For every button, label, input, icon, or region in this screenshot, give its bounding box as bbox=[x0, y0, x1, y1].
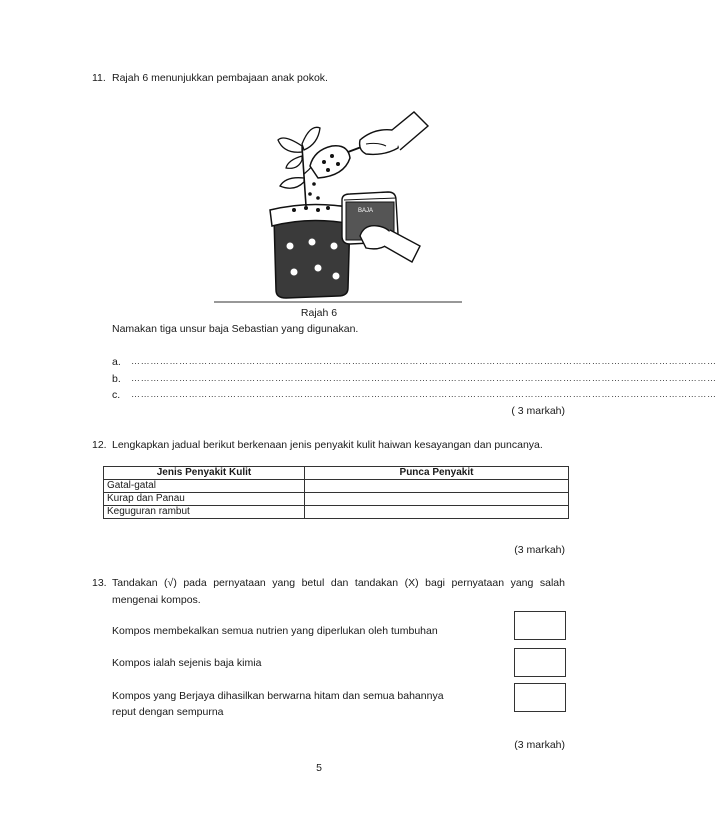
q12-marks: (3 markah) bbox=[514, 544, 565, 556]
table-row bbox=[104, 493, 569, 506]
q13-statement-3-line1: Kompos yang Berjaya dihasilkan berwarna hitam dan semua bahannya bbox=[112, 690, 444, 702]
q13-statement-2: Kompos ialah sejenis baja kimia bbox=[112, 657, 262, 669]
q13-answer-box-3[interactable] bbox=[514, 683, 566, 712]
q11-option-c-label: c. bbox=[112, 389, 121, 401]
table-cell-cause-answer[interactable] bbox=[305, 506, 569, 519]
q13-answer-box-2[interactable] bbox=[514, 648, 566, 677]
q13-statement-1: Kompos membekalkan semua nutrien yang diperlukan oleh tumbuhan bbox=[112, 625, 438, 637]
q11-option-b-label: b. bbox=[112, 373, 121, 385]
q11-figure bbox=[214, 106, 462, 304]
q13-answer-box-1[interactable] bbox=[514, 611, 566, 640]
q13-statement-3-line2: reput dengan sempurna bbox=[112, 706, 224, 718]
q11-caption: Rajah 6 bbox=[300, 307, 338, 319]
table-cell-disease: Kurap dan Panau bbox=[104, 493, 305, 506]
q12-number: 12. bbox=[92, 439, 107, 451]
q11-answer-line-c[interactable]: ………………………………………………………………………………………………………………………………………………………………… bbox=[131, 389, 717, 399]
q11-marks: ( 3 markah) bbox=[511, 405, 565, 417]
fertilizing-seedling-illustration bbox=[214, 106, 462, 304]
table-cell-disease: Keguguran rambut bbox=[104, 506, 305, 519]
table-cell-cause-answer[interactable] bbox=[305, 493, 569, 506]
skin-disease-table bbox=[103, 466, 569, 519]
q11-answer-line-b[interactable]: ………………………………………………………………………………………………………………………………………………………………… bbox=[131, 373, 717, 383]
table-cell-disease: Gatal-gatal bbox=[104, 480, 305, 493]
q12-text: Lengkapkan jadual berikut berkenaan jenis penyakit kulit haiwan kesayangan dan puncanya. bbox=[112, 439, 543, 451]
q13-text-line1: Tandakan (√) pada pernyataan yang betul dan tandakan (X) bagi pernyataan yang salah bbox=[112, 577, 565, 589]
q13-marks: (3 markah) bbox=[514, 739, 565, 751]
page-number: 5 bbox=[316, 762, 322, 774]
table-cell-cause-answer[interactable] bbox=[305, 480, 569, 493]
q13-number: 13. bbox=[92, 577, 107, 589]
q11-number: 11. bbox=[92, 72, 106, 84]
bag-label: BAJA bbox=[358, 208, 374, 214]
q11-option-a-label: a. bbox=[112, 356, 121, 368]
table-header-row bbox=[104, 467, 569, 480]
table-row bbox=[104, 506, 569, 519]
table-header-disease: Jenis Penyakit Kulit bbox=[104, 467, 305, 480]
table-header-cause: Punca Penyakit bbox=[305, 467, 569, 480]
q11-text: Rajah 6 menunjukkan pembajaan anak pokok. bbox=[112, 72, 328, 84]
q11-instruction: Namakan tiga unsur baja Sebastian yang digunakan. bbox=[112, 323, 359, 335]
q11-answer-line-a[interactable]: ………………………………………………………………………………………………………………………………………………………………… bbox=[131, 356, 717, 366]
table-row bbox=[104, 480, 569, 493]
q13-text-line2: mengenai kompos. bbox=[112, 594, 201, 606]
